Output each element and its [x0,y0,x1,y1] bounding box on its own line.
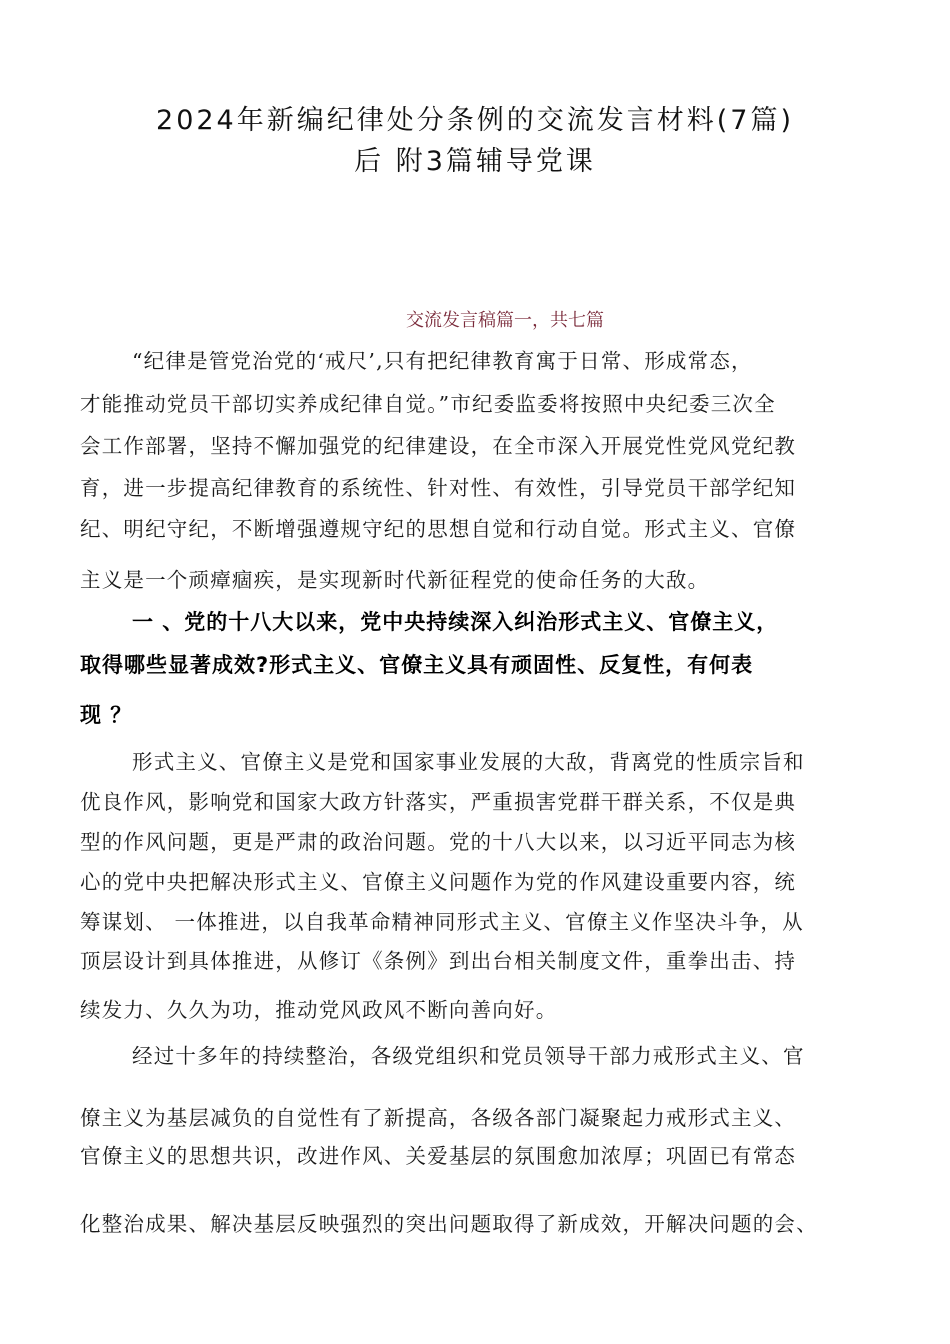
body-line: 型的作风问题，更是严肃的政治问题。党的十八大以来，以习近平同志为核 [80,830,797,854]
body-line: 纪、明纪守纪，不断增强遵规守纪的思想自觉和行动自觉。形式主义、官僚 [80,517,797,541]
body-line: “纪律是管党治党的‘戒尺’,只有把纪律教育寓于日常、形成常态， [132,349,753,373]
body-line: 官僚主义的思想共识，改进作风、关爱基层的氛围愈加浓厚；巩固已有常态 [80,1144,797,1168]
body-line: 筹谋划、 一体推进，以自我革命精神同形式主义、官僚主义作坚决斗争，从 [80,910,804,934]
body-line: 续发力、久久为功，推动党风政风不断向善向好。 [80,998,558,1022]
body-line: 僚主义为基层减负的自觉性有了新提高，各级各部门凝聚起力戒形式主义、 [80,1106,797,1130]
body-line: 会工作部署，坚持不懈加强党的纪律建设，在全市深入开展党性党风党纪教 [80,434,797,458]
document-title-line1: 2024年新编纪律处分条例的交流发言材料(7篇) [156,105,794,136]
document-title-line2: 后 附3篇辅导党课 [354,146,596,177]
body-line: 优良作风，影响党和国家大政方针落实，严重损害党群干群关系，不仅是典 [80,790,797,814]
section-label: 交流发言稿篇一，共七篇 [406,310,604,331]
section-heading-line: 取得哪些显著成效?形式主义、官僚主义具有顽固性、反复性，有何表 [80,653,754,677]
body-line: 经过十多年的持续整治，各级党组织和党员领导干部力戒形式主义、官 [132,1044,805,1068]
body-line: 育，进一步提高纪律教育的系统性、针对性、有效性，引导党员干部学纪知 [80,476,797,500]
section-heading-line: 现 ？ [80,703,133,727]
section-heading-line: 一 、党的十八大以来，党中央持续深入纠治形式主义、官僚主义， [132,610,779,634]
body-line: 心的党中央把解决形式主义、官僚主义问题作为党的作风建设重要内容，统 [80,870,797,894]
body-line: 主义是一个顽瘴痼疾，是实现新时代新征程党的使命任务的大敌。 [80,568,710,592]
body-line: 才能推动党员干部切实养成纪律自觉。”市纪委监委将按照中央纪委三次全 [80,392,776,416]
body-line: 顶层设计到具体推进，从修订《条例》到出台相关制度文件，重拳出击、持 [80,949,797,973]
body-line: 化整治成果、解决基层反映强烈的突出问题取得了新成效，开解决问题的会、 [80,1212,818,1236]
body-line: 形式主义、官僚主义是党和国家事业发展的大敌，背离党的性质宗旨和 [132,750,805,774]
